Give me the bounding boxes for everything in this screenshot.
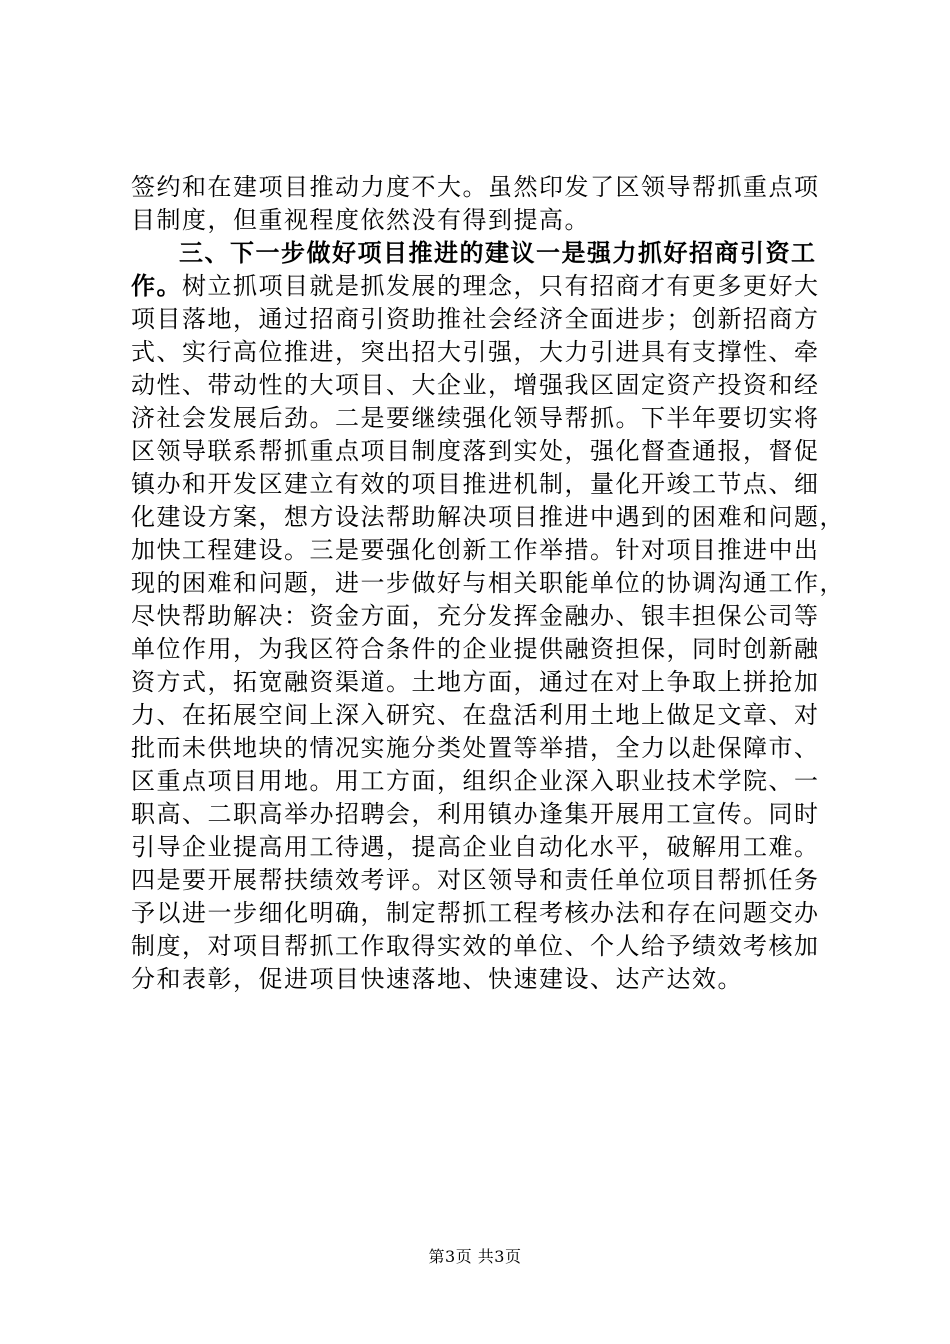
section-heading-end: 作。 [131, 272, 182, 300]
text-line: 镇办和开发区建立有效的项目推进机制，量化开竣工节点、细 [131, 470, 820, 498]
text-line [131, 270, 831, 303]
text-line: 资方式，拓宽融资渠道。土地方面，通过在对上争取上拼抢加 [131, 668, 820, 696]
section-heading: 三、下一步做好项目推进的建议一是强力抓好招商引资工 [179, 239, 817, 267]
text-line: 现的困难和问题，进一步做好与相关职能单位的协调沟通工作， [131, 569, 845, 597]
page-footer [0, 1244, 950, 1267]
text-line: 予以进一步细化明确，制定帮抓工程考核办法和存在问题交办 [131, 899, 820, 927]
text-line: 引导企业提高用工待遇，提高企业自动化水平，破解用工难。 [131, 833, 820, 861]
text-line: 加快工程建设。三是要强化创新工作举措。针对项目推进中出 [131, 536, 820, 564]
text-line: 力、在拓展空间上深入研究、在盘活利用土地上做足文章、对 [131, 701, 820, 729]
text-line: 项目落地，通过招商引资助推社会经济全面进步；创新招商方 [131, 305, 820, 333]
text-line: 单位作用，为我区符合条件的企业提供融资担保，同时创新融 [131, 635, 820, 663]
text-fragment: 树立抓项目就是抓发展的理念，只有招商才有更多更好大 [182, 272, 820, 300]
text-line: 分和表彰，促进项目快速落地、快速建设、达产达效。 [131, 965, 743, 993]
text-line: 尽快帮助解决：资金方面，充分发挥金融办、银丰担保公司等 [131, 602, 820, 630]
text-line: 批而未供地块的情况实施分类处置等举措，全力以赴保障市、 [131, 734, 820, 762]
page-number-label: 第3页 共3页 [428, 1247, 522, 1266]
text-line: 化建设方案，想方设法帮助解决项目推进中遇到的困难和问题， [131, 503, 845, 531]
document-body [131, 171, 845, 996]
text-line: 制度，对项目帮抓工作取得实效的单位、个人给予绩效考核加 [131, 932, 820, 960]
text-line: 济社会发展后劲。二是要继续强化领导帮抓。下半年要切实将 [131, 404, 820, 432]
text-line: 式、实行高位推进，突出招大引强，大力引进具有支撑性、牵 [131, 338, 820, 366]
text-line: 四是要开展帮扶绩效考评。对区领导和责任单位项目帮抓任务 [131, 866, 820, 894]
text-line: 职高、二职高举办招聘会，利用镇办逢集开展用工宣传。同时 [131, 800, 820, 828]
text-line: 签约和在建项目推动力度不大。虽然印发了区领导帮抓重点项 [131, 173, 820, 201]
text-line: 动性、带动性的大项目、大企业，增强我区固定资产投资和经 [131, 371, 820, 399]
text-line: 区重点项目用地。用工方面，组织企业深入职业技术学院、一 [131, 767, 820, 795]
text-line: 目制度，但重视程度依然没有得到提高。 [131, 206, 590, 234]
paragraph [131, 303, 845, 996]
text-line: 区领导联系帮抓重点项目制度落到实处，强化督查通报，督促 [131, 437, 820, 465]
